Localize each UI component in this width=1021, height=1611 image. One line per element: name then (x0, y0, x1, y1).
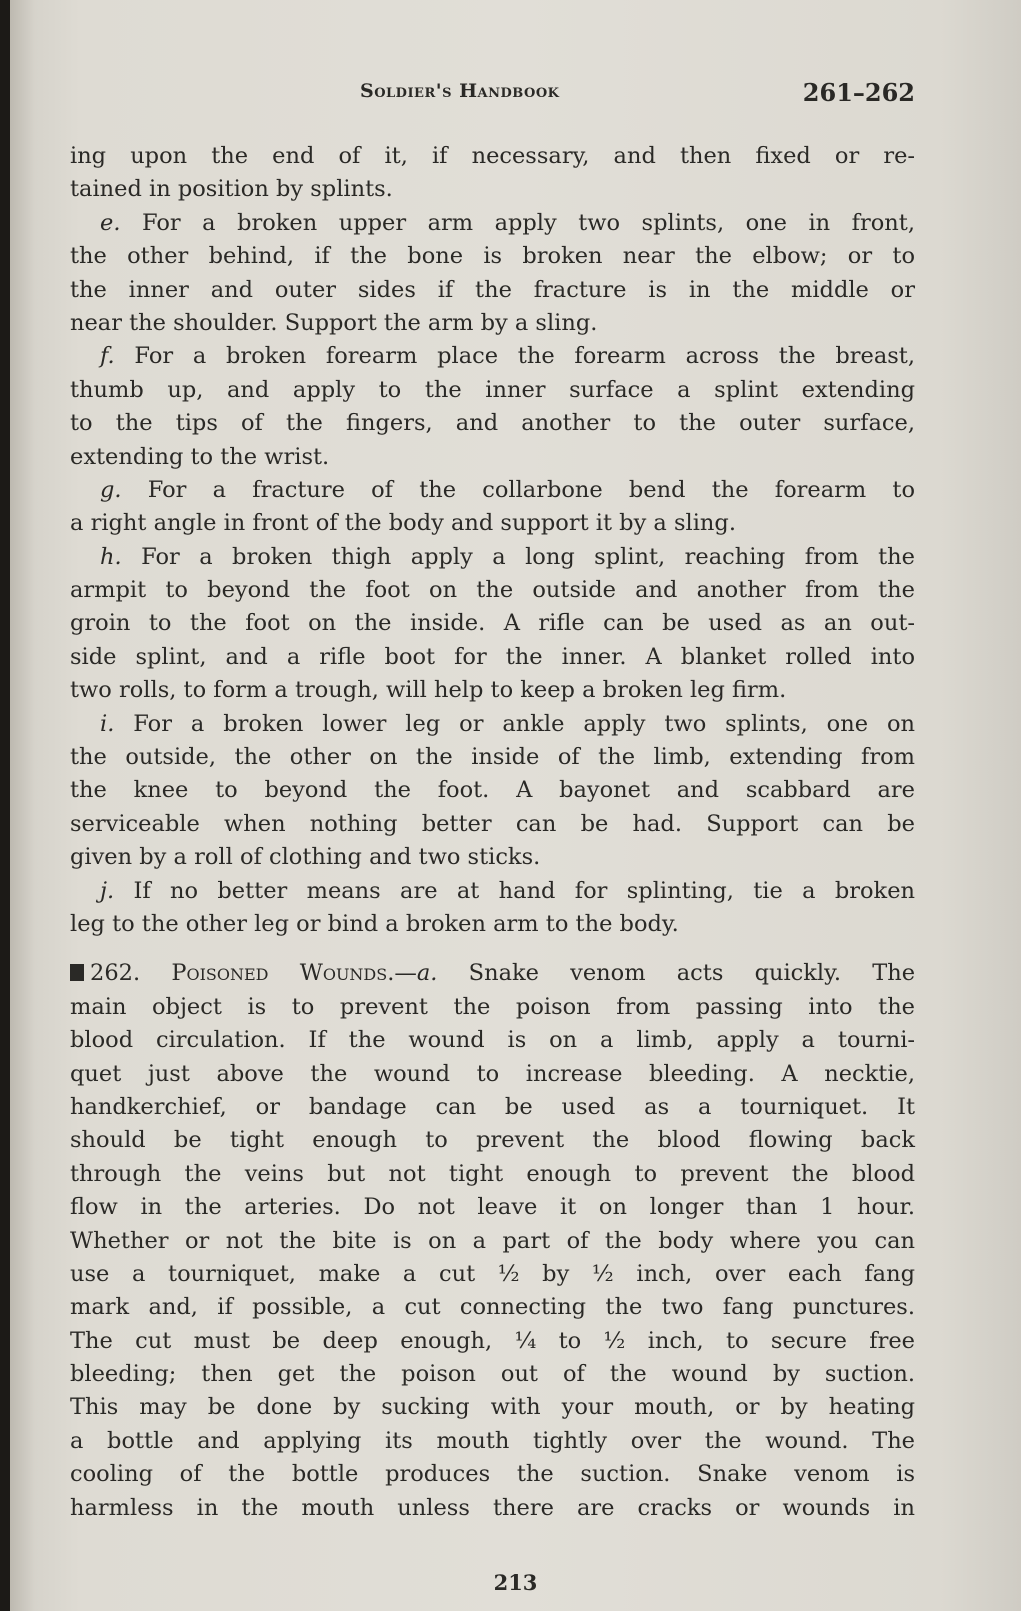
text-line: ing upon the end of it, if necessary, and then fixed or re- (70, 143, 915, 169)
text-line: should be tight enough to prevent the blood flowing back (70, 1127, 915, 1154)
text-line: cooling of the bottle produces the suction. Snake venom is (70, 1461, 915, 1488)
text-line: extending to the wrist. (70, 443, 330, 470)
paragraph-spacer (70, 941, 915, 957)
text-line: blood circulation. If the wound is on a limb, apply a tourni- (70, 1027, 915, 1054)
text-line: e. For a broken upper arm apply two splints, one in front, (100, 209, 915, 236)
subparagraph-letter: e. (100, 209, 121, 236)
text-line: The cut must be deep enough, ¼ to ½ inch, to secure free (70, 1327, 915, 1354)
subparagraph-letter: i. (100, 710, 115, 737)
text-line: quet just above the wound to increase bleeding. A necktie, (70, 1060, 915, 1087)
text-line: j. If no better means are at hand for splinting, tie a broken (100, 877, 915, 904)
text-line: the inner and outer sides if the fracture is in the middle or (70, 276, 915, 303)
body-text (70, 140, 915, 1525)
text-line: two rolls, to form a trough, will help to keep a broken leg firm. (70, 677, 787, 704)
subparagraph-letter: h. (100, 543, 122, 570)
text-line: to the tips of the fingers, and another to the outer surface, (70, 410, 915, 437)
text-line: h. For a broken thigh apply a long splint, reaching from the (100, 543, 915, 570)
text-line: tained in position by splints. (70, 176, 393, 203)
text-line: i. For a broken lower leg or ankle apply two splints, one on (100, 710, 915, 737)
text-line: harmless in the mouth unless there are cracks or wounds in (70, 1494, 915, 1521)
page-number: 213 (493, 1570, 538, 1595)
book-page (10, 0, 1021, 1611)
running-head-title: Soldier's Handbook (360, 80, 560, 102)
running-head (70, 80, 915, 112)
text-line: through the veins but not tight enough to prevent the blood (70, 1160, 915, 1187)
text-line: use a tourniquet, make a cut ½ by ½ inch, over each fang (70, 1260, 915, 1287)
text-line: the outside, the other on the inside of the limb, extending from (70, 744, 915, 771)
text-line: handkerchief, or bandage can be used as a tourniquet. It (70, 1093, 915, 1120)
subparagraph-letter: g. (100, 476, 122, 503)
text-line: serviceable when nothing better can be had. Support can be (70, 810, 915, 837)
subparagraph-letter: j. (100, 877, 115, 904)
section-number: 262. (90, 960, 141, 987)
subparagraph-letter: f. (100, 343, 115, 370)
section-first-line (70, 957, 915, 990)
text-line: the other behind, if the bone is broken near the elbow; or to (70, 243, 915, 270)
section-heading: Poisoned Wounds.— (171, 960, 417, 987)
section-262 (70, 957, 915, 1525)
text-line: side splint, and a rifle boot for the inner. A blanket rolled into (70, 643, 915, 670)
text-line: the knee to beyond the foot. A bayonet and scabbard are (70, 777, 915, 804)
text-line: g. For a fracture of the collarbone bend the forearm to (100, 476, 915, 503)
text-line: main object is to prevent the poison from passing into the (70, 993, 915, 1020)
text-line: Whether or not the bite is on a part of the body where you can (70, 1227, 915, 1254)
text-line: flow in the arteries. Do not leave it on longer than 1 hour. (70, 1194, 915, 1221)
paragraphs-261 (70, 140, 915, 941)
text-line: armpit to beyond the foot on the outside and another from the (70, 577, 915, 604)
subsection-letter: a. (416, 960, 438, 987)
text-line: mark and, if possible, a cut connecting the two fang punctures. (70, 1294, 915, 1321)
text-line: given by a roll of clothing and two sticks. (70, 844, 541, 871)
running-head-paragraph-range: 261–262 (802, 78, 915, 107)
text-line: leg to the other leg or bind a broken arm to the body. (70, 910, 679, 937)
text-line: bleeding; then get the poison out of the wound by suction. (70, 1361, 915, 1388)
text-line: groin to the foot on the inside. A rifle can be used as an out- (70, 610, 915, 637)
text-line: This may be done by sucking with your mouth, or by heating (70, 1394, 915, 1421)
section-lead-text: Snake venom acts quickly. The (468, 960, 916, 987)
text-line: a bottle and applying its mouth tightly over the wound. The (70, 1427, 915, 1454)
text-line: near the shoulder. Support the arm by a sling. (70, 309, 598, 336)
text-line: thumb up, and apply to the inner surface a splint extending (70, 376, 915, 403)
section-marker-icon (70, 964, 84, 981)
text-line: f. For a broken forearm place the forearm across the breast, (100, 343, 915, 370)
text-line: a right angle in front of the body and support it by a sling. (70, 510, 736, 537)
